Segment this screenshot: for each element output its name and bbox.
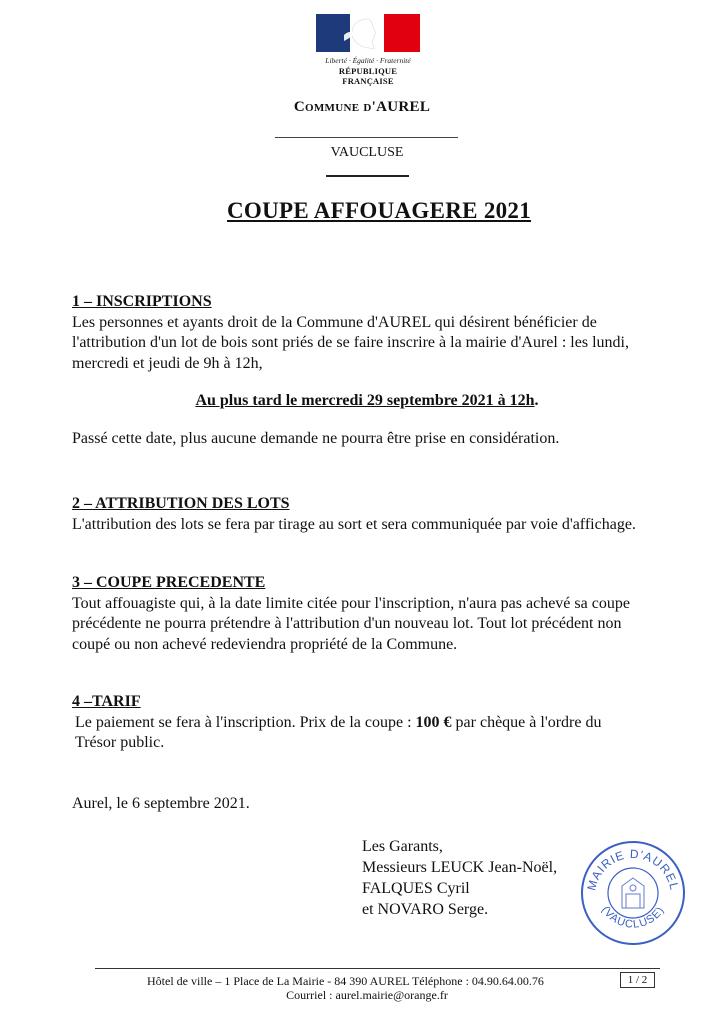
mairie-stamp: [578, 838, 688, 948]
section-attribution: [72, 494, 692, 535]
stamp-bottom-text: (VAUCLUSE): [599, 904, 667, 931]
paragraph-line: [72, 713, 692, 734]
deadline-text: Au plus tard le mercredi 29 septembre 2021 à 12h: [195, 392, 535, 409]
footer-email: Courriel : aurel.mairie@orange.fr: [286, 988, 448, 1002]
paragraph-line: coupé ou non achevé redeviendra propriété de la Commune.: [72, 635, 458, 653]
paragraph-line: précédente ne pourra prétendre à l'attribution d'un nouveau lot. Tout lot précédent non: [72, 615, 622, 632]
marianne-logo: [316, 14, 420, 86]
republique-text: RÉPUBLIQUE FRANÇAISE: [338, 66, 398, 86]
deadline-consequence: Passé cette date, plus aucune demande ne pourra être prise en considération.: [72, 430, 560, 447]
section-precedente: [72, 573, 692, 655]
commune-heading: Commune d'AUREL: [293, 99, 431, 115]
paragraph-line: Tout affouagiste qui, à la date limite citée pour l'inscription, n'aura pas achevé sa coupe: [72, 594, 630, 612]
deadline-notice: [0, 392, 724, 410]
paragraph-line: Trésor public.: [75, 734, 165, 751]
department-divider: [326, 175, 409, 177]
tarif-text: Le paiement se fera à l'inscription. Prix de la coupe :: [75, 713, 416, 731]
section-inscriptions: [72, 292, 692, 374]
department-heading: VAUCLUSE: [330, 145, 404, 160]
section-heading: 4 –TARIF: [72, 693, 141, 710]
signatory-line: et NOVARO Serge.: [362, 901, 489, 918]
signatory-line: Messieurs LEUCK Jean-Noël,: [362, 859, 558, 876]
date-line: Aurel, le 6 septembre 2021.: [72, 795, 250, 812]
section-heading: 1 – INSCRIPTIONS: [72, 293, 212, 310]
marianne-profile-icon: [338, 17, 388, 51]
motto-text: Liberté · Égalité · Fraternité: [325, 56, 411, 65]
document-title: COUPE AFFOUAGERE 2021: [226, 198, 532, 223]
header-divider: [275, 137, 458, 138]
section-tarif: [72, 692, 692, 754]
signatory-line: FALQUES Cyril: [362, 880, 470, 897]
signatories-block: [362, 836, 557, 920]
tricolor-flag: [316, 14, 420, 52]
section-heading: 3 – COUPE PRECEDENTE: [72, 574, 266, 591]
paragraph-line: mercredi et jeudi de 9h à 12h,: [72, 354, 263, 372]
stamp-top-text: MAIRIE D'AUREL: [584, 846, 682, 893]
tarif-text-end: par chèque à l'ordre du: [451, 713, 602, 731]
footer-divider: [95, 968, 660, 969]
page-number: 1 / 2: [620, 972, 655, 988]
paragraph-line: Les personnes et ayants droit de la Commune d'AUREL qui désirent bénéficier de: [72, 313, 597, 331]
paragraph-line: l'attribution d'un lot de bois sont priés de se faire inscrire à la mairie d'Aurel : les lundi,: [72, 334, 629, 351]
section-heading: 2 – ATTRIBUTION DES LOTS: [72, 495, 290, 512]
paragraph-line: L'attribution des lots se fera par tirage au sort et sera communiquée par voie d'affichage.: [72, 515, 636, 533]
deadline-period: .: [534, 392, 539, 409]
stamp-emblem-icon: [622, 878, 644, 908]
footer-address: Hôtel de ville – 1 Place de La Mairie - 84 390 AUREL Téléphone : 04.90.64.00.76: [147, 974, 544, 988]
tarif-price: 100 €: [415, 713, 452, 731]
signatory-line: Les Garants,: [362, 838, 443, 855]
